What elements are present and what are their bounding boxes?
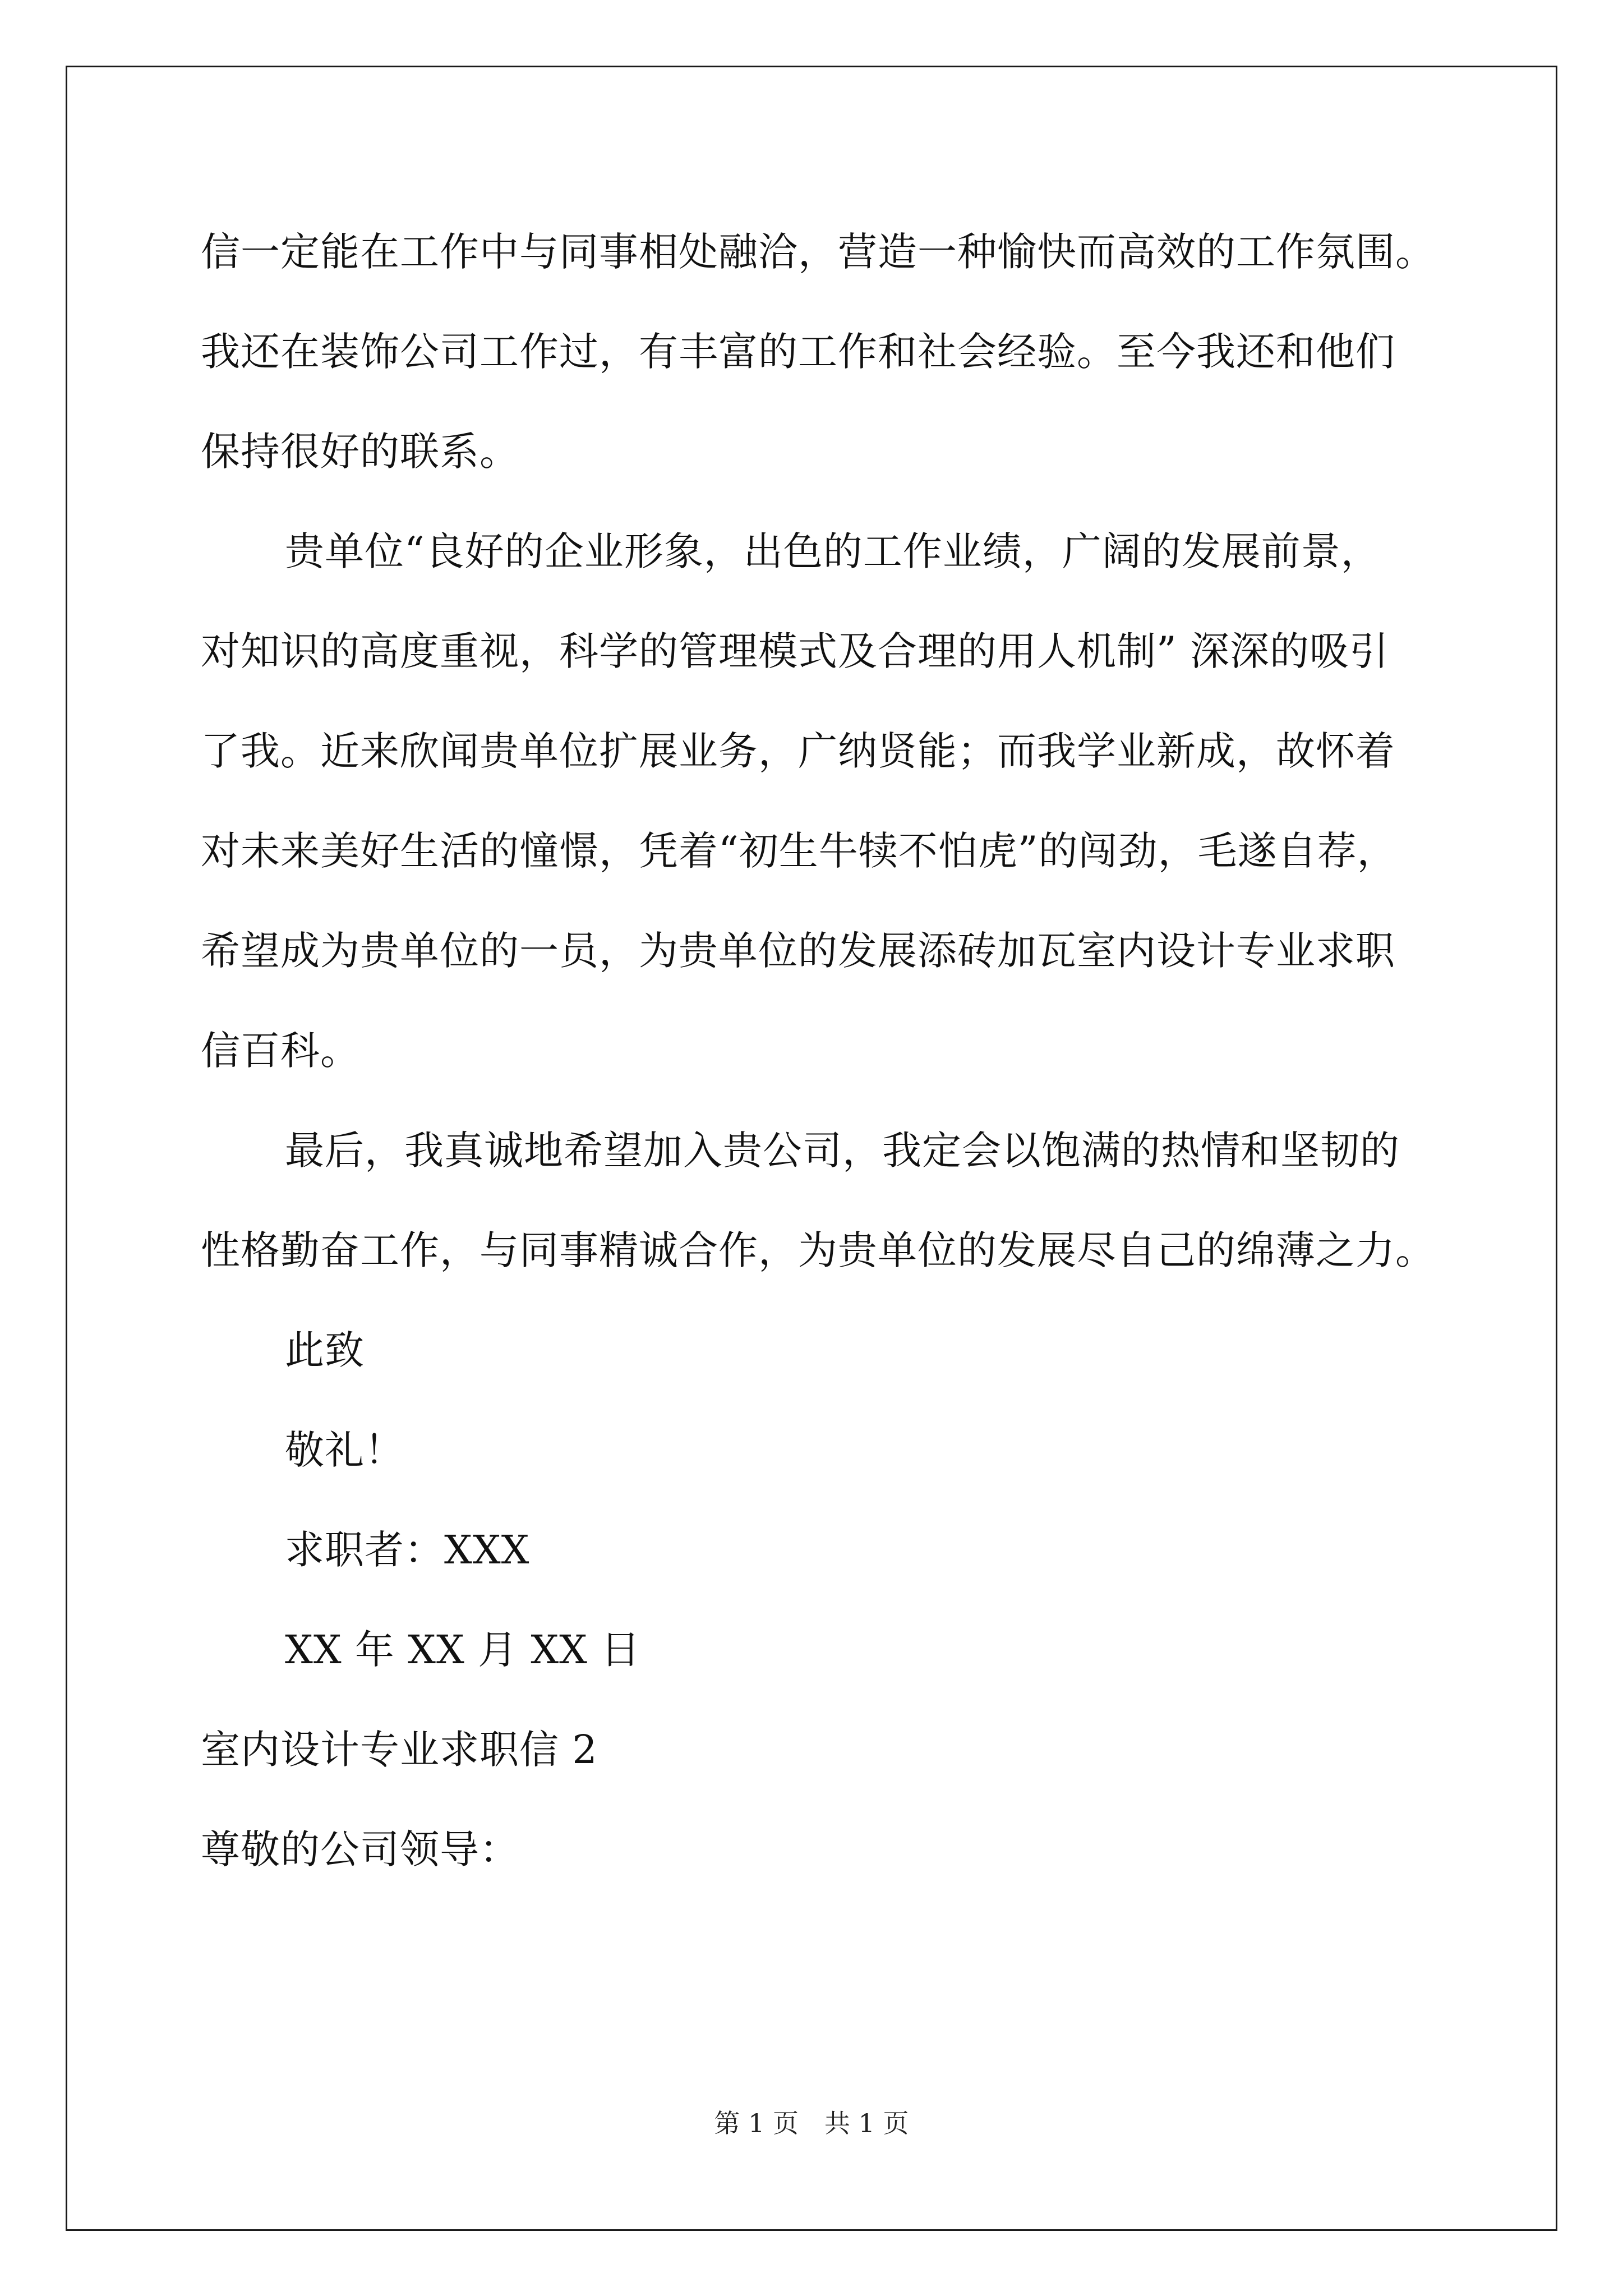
text-line: 对未来美好生活的憧憬，凭着“初生牛犊不怕虎”的闯劲，毛遂自荐， [201,828,1397,874]
section-title: 室内设计专业求职信 2 [201,1727,598,1773]
text-line: 性格勤奋工作，与同事精诚合作，为贵单位的发展尽自己的绵薄之力。 [201,1227,1435,1273]
paragraph-start-line: 最后，我真诚地希望加入贵公司，我定会以饱满的热情和坚韧的 [285,1128,1400,1174]
greeting-line: 尊敬的公司领导： [201,1826,519,1872]
letter-date: XX 年 XX 月 XX 日 [285,1627,641,1673]
page-number-footer: 第 1 页 共 1 页 [714,2108,909,2138]
text-line: 对知识的高度重视，科学的管理模式及合理的用人机制” 深深的吸引 [201,628,1390,674]
document-body [201,202,1463,1899]
paragraph-start-line: 贵单位“良好的企业形象，出色的工作业绩，广阔的发展前景， [285,528,1381,574]
salutation-closing: 此致 [285,1327,365,1373]
text-line: 了我。近来欣闻贵单位扩展业务，广纳贤能；而我学业新成，故怀着 [201,728,1395,774]
text-line: 希望成为贵单位的一员，为贵单位的发展添砖加瓦室内设计专业求职 [201,928,1395,974]
salutation-regards: 敬礼！ [285,1427,404,1473]
text-line: 信一定能在工作中与同事相处融洽，营造一种愉快而高效的工作氛围。 [201,229,1435,275]
text-line: 信百科。 [201,1028,360,1074]
applicant-signature: 求职者：XXX [285,1527,530,1573]
text-line: 保持很好的联系。 [201,429,519,475]
text-line: 我还在装饰公司工作过，有丰富的工作和社会经验。至今我还和他们 [201,329,1395,375]
